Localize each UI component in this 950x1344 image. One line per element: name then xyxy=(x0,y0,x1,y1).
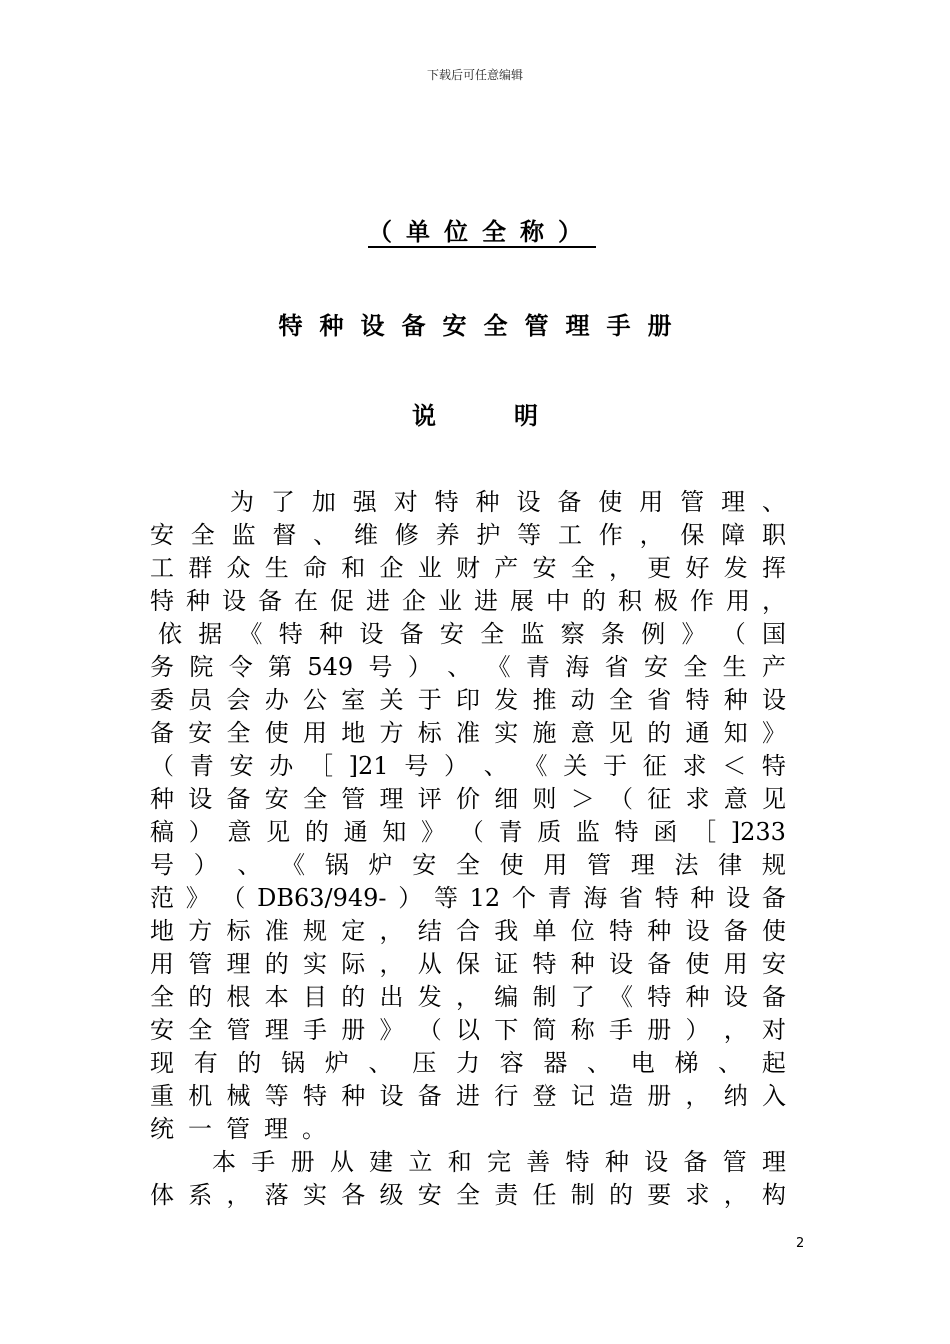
body-line: 全 的 根 本 目 的 出 发 ， 编 制 了 《 特 种 设 备 xyxy=(150,983,786,1011)
body-line: 委 员 会 办 公 室 关 于 印 发 推 动 全 省 特 种 设 xyxy=(150,686,786,714)
page-number: 2 xyxy=(796,1236,805,1251)
body-line: 安 全 监 督 、 维 修 养 护 等 工 作 ， 保 障 职 xyxy=(150,521,786,549)
body-line: 工 群 众 生 命 和 企 业 财 产 安 全 ， 更 好 发 挥 xyxy=(150,554,786,582)
body-line: 特 种 设 备 在 促 进 企 业 进 展 中 的 积 极 作 用 ， xyxy=(150,587,786,615)
body-text xyxy=(150,486,786,1212)
organization-name-placeholder xyxy=(0,212,950,247)
organization-name-text: （单位全称） xyxy=(368,218,596,246)
body-line: 范 》 （ DB63/949- ） 等 12 个 青 海 省 特 种 设 备 xyxy=(150,884,786,912)
body-line: 体 系 ， 落 实 各 级 安 全 责 任 制 的 要 求 ， 构 xyxy=(150,1181,786,1209)
body-line: 地 方 标 准 规 定 ， 结 合 我 单 位 特 种 设 备 使 xyxy=(150,917,786,945)
body-line: 依 据 《 特 种 设 备 安 全 监 察 条 例 》 （ 国 xyxy=(158,620,786,648)
body-line: 号 ） 、 《 锅 炉 安 全 使 用 管 理 法 律 规 xyxy=(150,851,786,879)
body-line: 安 全 管 理 手 册 》 （ 以 下 简 称 手 册 ） ， 对 xyxy=(150,1016,786,1044)
body-line: 稿 ） 意 见 的 通 知 》 （ 青 质 监 特 函 ［ ]233 xyxy=(150,818,786,846)
header-note: 下载后可任意编辑 xyxy=(426,68,523,82)
body-line: 重 机 械 等 特 种 设 备 进 行 登 记 造 册 ， 纳 入 xyxy=(150,1082,786,1110)
section-title: 说明 xyxy=(412,402,616,430)
body-line: 本 手 册 从 建 立 和 完 善 特 种 设 备 管 理 xyxy=(212,1148,786,1176)
body-line: 务 院 令 第 549 号 ） 、 《 青 海 省 安 全 生 产 xyxy=(150,653,786,681)
body-line: 备 安 全 使 用 地 方 标 准 实 施 意 见 的 通 知 》 xyxy=(150,719,786,747)
body-line: （ 青 安 办 ［ ]21 号 ） 、 《 关 于 征 求 ＜ 特 xyxy=(150,752,786,780)
document-title: 特种设备安全管理手册 xyxy=(278,312,689,340)
body-line: 用 管 理 的 实 际 ， 从 保 证 特 种 设 备 使 用 安 xyxy=(150,950,786,978)
body-line: 种 设 备 安 全 管 理 评 价 细 则 ＞ （ 征 求 意 见 xyxy=(150,785,786,813)
body-line: 统一管理。 xyxy=(150,1115,340,1143)
body-line: 现 有 的 锅 炉 、 压 力 容 器 、 电 梯 、 起 xyxy=(150,1049,786,1077)
body-line: 为 了 加 强 对 特 种 设 备 使 用 管 理 、 xyxy=(230,488,786,516)
